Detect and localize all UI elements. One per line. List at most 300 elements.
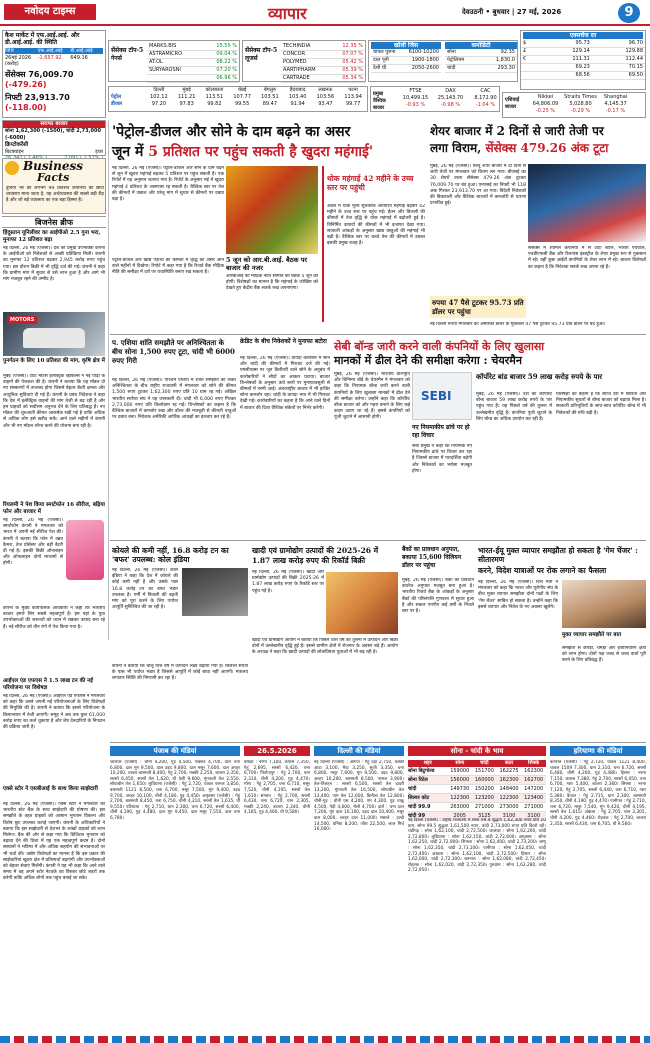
- table-row: [281, 51, 365, 59]
- table-row: [281, 75, 365, 83]
- row-label: [521, 72, 539, 80]
- sebi-logo: [412, 372, 472, 420]
- brief-photo: [3, 312, 105, 356]
- row-value: 96.70: [592, 40, 645, 48]
- index-change: -0.98 %: [440, 102, 461, 108]
- fuel-strip: [108, 86, 368, 112]
- fuel-price: 89.47: [262, 101, 278, 107]
- sona-price: 2005: [453, 813, 467, 819]
- sebi-headline-1: सेबी बॉन्ड जारी करने वाली कंपनियों के लिए खुलासा: [334, 340, 545, 353]
- city-header: लखनऊ: [318, 87, 333, 93]
- mandi-haryana-title: हरियाणा की मंडियां: [550, 746, 646, 756]
- fii-col: एफ.आई.आई: [37, 48, 63, 54]
- index-change: -0.25 %: [535, 108, 556, 114]
- index-name: Straits Times: [564, 94, 597, 100]
- sebi-text-2: सेबी प्रमुख ने कहा कि नियामक नए नियामकीय ढांचे पर विचार कर रहा है जिससे बाजार में पारदर्शिता बढ़ेगी और निवेशकों का भरोसा मजबूत होगा।: [412, 444, 472, 474]
- index-change: -0.29 %: [570, 108, 591, 114]
- row-label: पेट्रोलियम: [445, 57, 479, 65]
- side-text: अप्रैल में थोक मूल्य सूचकांक आधारित महंगाई बढ़कर 42 महीने के उच्च स्तर पर पहुंच गई। ईंधन और बिजली की कीमतों में तेज वृद्धि से थोक महंगाई में बढ़ोतरी हुई है। विनिर्मित उत्पादों की कीमतों में भी इजाफा देखा गया। सरकारी आंकड़ों के अनुसार खाद्य वस्तुओं की महंगाई भी बढ़ी है। वैश्विक स्तर पर कच्चे तेल की कीमतों में उछाल इसकी प्रमुख वजह है।: [327, 204, 425, 247]
- masthead: [0, 0, 650, 26]
- commodity-table: [445, 49, 517, 73]
- index-change: -1.04 %: [475, 102, 496, 108]
- mandi-delhi-text: नई दिल्ली (एजेंसी) : अनाज : गेहूं दड़ा 2,750, चक्की आटा 3,100, मैदा 3,250, सूजी 3,350, चना 6,800, मसूर 7,600, मूंग 9,500, उड़द 9,800, अरहर 10,200, बासमती 8,500, परमल 3,900। तेल-तिलहन : सरसों 6,500, सरसों तेल दादरी 13,200, मूंगफली तेल 16,500, सोयाबीन तेल 13,400, पाम तेल 12,600, बिनौला तेल 12,800। चीनी-गुड़ : चीनी एस 4,200, एम 4,300, गुड़ चाकू 4,500, पेड़ी 4,600, भेली 4,700। दालें : चना दाल 7,200, मूंग दाल 10,100, उड़द दाल 10,400, मसूर दाल 8,000, अरहर दाल 11,000। मसाले : हल्दी 14,500, धनिया 8,200, जीरा 22,500, लाल मिर्च 16,000।: [314, 760, 404, 833]
- sensex-change: (-479.26): [5, 80, 47, 89]
- world-cells: [399, 88, 502, 109]
- sona-header: चांदी: [480, 760, 489, 766]
- fii-col: डी.आई.आई: [70, 48, 93, 54]
- table-row: [521, 64, 645, 72]
- khadi-photo: [326, 572, 398, 634]
- market-headline-2b: सेंसेक्स 479.26 अंक टूटा: [485, 141, 609, 155]
- gold-side-head: क्रेडिट के बीच निवेशकों ने मुनाफा बटोरा: [240, 338, 327, 345]
- sebi-side-head: नए नियमाकीय ढांचे पर हो रहा विचार: [412, 424, 470, 439]
- fuel-price: 103.40: [288, 94, 307, 100]
- sona-head: [408, 760, 546, 767]
- row-label: CARTRADE: [281, 75, 331, 83]
- mandi-sona-title: सोना - चांदी के भाव: [408, 746, 546, 756]
- row-value: 95.73: [539, 40, 592, 48]
- brief-6-text: नई दिल्ली, 26 मई (एजेंसी)। एक्से स्टोर ने मंगलवार को भारतीय स्टेट बैंक के साथ साझेदारी की घोषणा की। इस समझौते के तहत ग्राहकों को आसान भुगतान विकल्प और विशेष छूट उपलब्ध कराई जाएगी। कंपनी के अधिकारियों ने बताया कि इस साझेदारी से देशभर के लाखों ग्राहकों को लाभ मिलेगा। बैंक की ओर से कहा गया कि डिजिटल भुगतान को बढ़ावा देने की दिशा में यह एक महत्वपूर्ण कदम है। दोनों संस्थानों ने भविष्य में और अधिक सहयोग की संभावनाओं पर भी चर्चा की। उद्योग विशेषज्ञों का मानना है कि इस प्रकार की साझेदारियां खुदरा क्षेत्र में प्रतिस्पर्धा बढ़ाएंगी और उपभोक्ताओं को बेहतर सेवाएं मिलेंगी। कंपनी ने यह भी कहा कि आने वाले समय में वह अपने स्टोर नेटवर्क का विस्तार छोटे शहरों तक करेगी ताकि अधिक लोगों तक पहुंच बनाई जा सके।: [3, 802, 105, 882]
- index-change: -0.17 %: [605, 108, 626, 114]
- sona-price: 159000: [450, 768, 470, 774]
- sona-table: [408, 760, 546, 821]
- lead-text-1: नई दिल्ली, 26 मई (एजेंसी)। पेट्रोल-डीजल और सोने के दाम बढ़ने से जून में खुदरा महंगाई बढ़कर 5 प्रतिशत पर पहुंच सकती है। एक रिपोर्ट में यह अनुमान जताया गया है। रिपोर्ट के अनुसार मई में खुदरा महंगाई 4 प्रतिशत के आसपास रह सकती है। वैश्विक स्तर पर तेल की कीमतों में उछाल और घरेलू मांग में सुधार से कीमतों पर दबाव बढ़ा है।: [112, 166, 224, 203]
- row-value: 1900-1800: [401, 57, 441, 65]
- city-header: हैदराबाद: [289, 87, 306, 93]
- lead-text-2: पेट्रोल-डीजल और खाद्य पदार्थों की कीमतों में वृद्धि का असर आने वाले महीनों में दिखेगा। रिपोर्ट में कहा गया है कि रिजर्व बैंक मौद्रिक नीति की समीक्षा में दरों पर यथास्थिति बनाए रख सकता है।: [112, 258, 224, 276]
- sona-item: चांदी: [408, 786, 417, 792]
- lead-headline-2a: जून में: [112, 144, 144, 160]
- fuel-price: 111.21: [177, 94, 196, 100]
- fuel-row-diesel: [109, 101, 367, 108]
- fuel-head: [109, 87, 367, 94]
- facts-title-2: Facts: [37, 171, 70, 184]
- sona-price: 151700: [474, 768, 494, 774]
- row-value: 07.07 %: [331, 51, 365, 59]
- index-value: 64,806.09: [532, 101, 559, 107]
- commodity-title: कमोडिटी: [445, 42, 517, 49]
- sona-price: 123400: [524, 795, 544, 801]
- row-label: [521, 64, 539, 72]
- sona-price: 271000: [524, 804, 544, 810]
- gainers-label: सेंसेक्स टॉप-5 गेनर्स: [111, 47, 144, 62]
- mandi-delhi-title: दिल्ली की मंडियां: [314, 746, 404, 756]
- sensex-label: सेंसेक्स: [5, 70, 26, 79]
- sona-price: 122300: [450, 795, 470, 801]
- bank-text: मुंबई, 26 मई (एजेंसी)। बैंकों का प्रावधान कवरेज अनुपात मजबूत बना हुआ है। भारतीय रिजर्व बैंक के आंकड़ों के अनुसार बैंकों की परिसंपत्ति गुणवत्ता में सुधार हुआ है और सकल एनपीए कई वर्षों के निचले स्तर पर है।: [402, 578, 474, 615]
- mandi-sona-text: नई दिल्ली (एजेंसी) : राष्ट्रीय राजधानी में सोना 99.9 शुद्धता 1,62,300 रुपए प्रति 10 ग्राम, सोना 99.5 शुद्धता 1,61,500 रुपए, चांदी 2,73,000 रुपए प्रति किलो रही। चंडीगढ़ : सोना 1,62,100, चांदी 2,72,500। जालंधर : सोना 1,62,200, चांदी 2,72,800। लुधियाना : सोना 1,62,150, चांदी 2,72,600। अमृतसर : सोना 1,62,250, चांदी 2,72,900। शिमला : सोना 1,62,400, चांदी 2,73,200। जम्मू : सोना 1,62,350, चांदी 2,73,100। पानीपत : सोना 1,62,050, चांदी 2,72,400। अंबाला : सोना 1,62,100, चांदी 2,72,500। हिसार : सोना 1,62,000, चांदी 2,72,300। करनाल : सोना 1,62,080, चांदी 2,72,450। रोहतक : सोना 1,62,020, चांदी 2,72,350। गुरुग्राम : सोना 1,62,280, चांदी 2,72,950।: [408, 818, 546, 874]
- row-value: 129.14: [539, 48, 592, 56]
- page-number: 9: [618, 3, 640, 23]
- sona-price: 3100: [502, 813, 516, 819]
- corporate-text-1: मुंबई, 26 मई (एजेंसी)। देश का कॉर्पोरेट बॉन्ड बाजार 59 लाख करोड़ रुपये के पार पहुंच गया है। यह पिछले वर्ष की तुलना में उल्लेखनीय वृद्धि है। कंपनियां पूंजी जुटाने के लिए बॉन्ड का अधिक उपयोग कर रही हैं।: [476, 392, 552, 422]
- sarafa-box: [2, 120, 106, 156]
- side-head: थोक महंगाई 42 महीने के उच्च स्तर पर पहुंची: [327, 174, 414, 192]
- gold-text: नई दिल्ली, 26 मई (एजेंसी)। पश्चिम एशिया में शांति समझौते को लेकर अनिश्चितता के बीच राष्ट्रीय राजधानी में मंगलवार को सोने की कीमत 1,500 रुपए टूटकर 1,62,300 रुपए प्रति 10 ग्राम रह गई। अखिल भारतीय सर्राफा संघ ने यह जानकारी दी। चांदी भी 6,000 रुपए गिरकर 2,73,000 रुपए प्रति किलोग्राम रह गई। विश्लेषकों का कहना है कि वैश्विक बाजारों में कमजोर रुख और डॉलर की मजबूती से कीमती धातुओं पर दबाव बना। निवेशक अमेरिकी आर्थिक आंकड़ों का इंतजार कर रहे हैं।: [112, 378, 236, 421]
- sona-price: 156000: [450, 777, 470, 783]
- table-row: [521, 48, 645, 56]
- table-row: [445, 57, 517, 65]
- sona-price: 3125: [478, 813, 491, 819]
- index-cell: [469, 88, 502, 109]
- sona-price: 162700: [524, 777, 544, 783]
- sona-row: [408, 776, 546, 785]
- row-label: दाल पूनी: [371, 57, 401, 65]
- index-name: CAC: [480, 88, 491, 94]
- fii-cell: -1,657.92: [37, 55, 62, 61]
- row-value: 111.31: [539, 56, 592, 64]
- fuel-label: डीजल: [111, 101, 123, 107]
- sona-price: 263000: [450, 804, 470, 810]
- row-label: $: [521, 40, 539, 48]
- sensex-value: 76,009.70: [28, 70, 74, 79]
- sona-price: 162300: [524, 768, 544, 774]
- row-label: £: [521, 48, 539, 56]
- row-label: TECHINDIA: [281, 43, 331, 51]
- row-value: 129.88: [592, 48, 645, 56]
- row-value: 70.15: [592, 64, 645, 72]
- table-row: [371, 65, 441, 73]
- market-text-2: सेंसेक्स में शामिल कंपनियों में से टाटा स्टील, भारती एयरटेल, एचडीएफसी बैंक और रिलायंस इंडस्ट्रीज के शेयर प्रमुख रूप से नुकसान में रहे। वहीं कुछ आईटी कंपनियों के शेयर लाभ में रहे। बाजार विशेषज्ञों का कहना है कि निवेशक सतर्क रुख अपना रहे हैं।: [528, 246, 646, 270]
- sona-price: 122300: [499, 795, 519, 801]
- sona-price: 123200: [474, 795, 494, 801]
- sona-row: [408, 767, 546, 776]
- row-label: MARKS.BIS: [147, 43, 202, 51]
- row-label: €: [521, 56, 539, 64]
- fuel-price: 99.82: [207, 101, 222, 107]
- world-label: प्रमुख वैश्विक बाजार: [373, 91, 386, 111]
- khadi-text-2: खादी एवं ग्रामोद्योग आयोग ने बताया कि पिछले वित्त वर्ष की तुलना में उत्पादन और बिक्री दोनों में उल्लेखनीय वृद्धि हुई है। इससे ग्रामीण क्षेत्रों में रोजगार के अवसर बढ़े हैं। आयोग के अध्यक्ष ने कहा कि खादी उत्पादों की लोकप्रियता युवाओं में भी बढ़ रही है।: [252, 638, 398, 656]
- brief-4-text: नई दिल्ली, 26 मई (एजेंसी)। स्मार्टफोन कंपनी ने मंगलवार को भारत में अपनी नई सीरीज पेश की। कंपनी ने बताया कि फोन में उन्नत कैमरा, तेज प्रोसेसर और बड़ी बैटरी दी गई है। इसकी बिक्री ऑनलाइन और ऑफलाइन दोनों माध्यमों से होगी।: [3, 518, 63, 567]
- sona-row: [408, 803, 546, 812]
- city-header: दिल्ली: [153, 87, 165, 93]
- sona-header: शहर: [423, 760, 432, 766]
- row-value: 07.20 %: [202, 67, 239, 75]
- sona-item: चांदी 99: [408, 813, 426, 819]
- sebi-text-1: मुंबई, 26 मई (एजेंसी)। भारतीय प्रतिभूति और विनिमय बोर्ड के चेयरमैन ने मंगलवार को कहा कि नियामक बॉन्ड जारी करने वाली कंपनियों के लिए खुलासा मानकों में ढील देने की समीक्षा करेगा। उन्होंने कहा कि कॉर्पोरेट बॉन्ड बाजार को और गहरा बनाने के लिए कई कदम उठाए जा रहे हैं। इससे कंपनियों को पूंजी जुटाने में आसानी होगी।: [334, 372, 410, 421]
- coal-text-1: नई दिल्ली, 26 मई (एजेंसी)। कोल इंडिया ने कहा कि देश में कोयले की कोई कमी नहीं है और उसके पास 16.8 करोड़ टन का बफर भंडार उपलब्ध है। गर्मी में बिजली की बढ़ती मांग को पूरा करने के लिए पर्याप्त आपूर्ति सुनिश्चित की जा रही है।: [112, 568, 178, 611]
- table-row: [521, 40, 645, 48]
- index-name: FTSE: [409, 88, 422, 94]
- city-header: मुंबई: [182, 87, 191, 93]
- sona-price: 150200: [474, 786, 494, 792]
- fuel-price: 103.56: [316, 94, 335, 100]
- brief-1-text: नई दिल्ली, 26 मई (एजेंसी)। देश की प्रमुख उपभोक्ता कंपनी के आईपीओ को निवेशकों से अच्छी प्रतिक्रिया मिली। कंपनी का मुनाफा 12 प्रतिशत बढ़कर 2,945 करोड़ रुपए पहुंच गया। इस दौरान बिक्री में भी वृद्धि दर्ज की गई। कंपनी ने कहा कि ग्रामीण मांग में सुधार से उसे लाभ हुआ है और आगे भी मांग मजबूत रहने की उम्मीद है।: [3, 246, 105, 283]
- khadi-head-2: 1.87 लाख करोड़ रुपए की रिकॉर्ड बिक्री: [252, 556, 366, 565]
- row-value: 69.23: [539, 64, 592, 72]
- khuli-jins-table: [371, 49, 441, 73]
- mandi-haryana-text: करनाल (एजेंसी) : गेहूं 2,720, चावल 1121 8,400, चावल 1509 7,300, धान 2,310, चना 6,720, सरसों 6,480, चीनी 4,200, गुड़ 4,480। हिसार : नरमा 7,150, कपास 7,380, गेहूं 2,700, सरसों 6,450, चना 6,700, ग्वार 5,400, बाजरा 2,360। सिरसा : नरमा 7,120, गेहूं 2,705, सरसों 6,440, चना 6,710, ग्वार 5,380। कैथल : गेहूं 2,715, धान 2,300, बासमती 8,350, चीनी 4,190, गुड़ 4,470। पानीपत : गेहूं 2,710, चना 6,720, मसूर 7,540, मूंग 9,420, चीनी 4,195, सरसों तेल 1,615। अंबाला : गेहूं 2,705, धान 2,305, चीनी 4,200, गुड़ 4,460। रोहतक : गेहूं 2,700, बाजरा 2,350, सरसों 6,430, चना 6,705, घी 9,560।: [550, 760, 646, 827]
- index-cell: [399, 88, 432, 109]
- asia-markets: [502, 92, 646, 118]
- sensex-line: [3, 67, 105, 89]
- market-headline-2: [430, 141, 646, 156]
- sona-header: सोना: [455, 760, 465, 766]
- sona-price: 3100: [527, 813, 541, 819]
- index-value: 25,143.70: [437, 95, 464, 101]
- row-value: 112.44: [592, 56, 645, 64]
- facts-text: दुनिया भर की लगभग 99 प्रतिशत कंपनियां को छोटा व्यवसाय माना जाता है, यह अर्थव्यवस्था की सबसे बड़ी रीढ़ है और जो बड़े व्यवसाय का एक बड़ा हिस्सा है।: [6, 186, 104, 204]
- index-value: 4,145.37: [604, 101, 627, 107]
- market-headline-2a: लगा विराम,: [430, 141, 482, 155]
- coal-head: कोयले की कमी नहीं, 16.8 करोड़ टन का 'बफर' उपलब्ध: कोल इंडिया: [112, 546, 229, 564]
- row-value: 05.39 %: [331, 67, 365, 75]
- fii-title: कैश मार्केट में एफ.आई.आई. और डी.आई.आई. की स्थिति: [5, 32, 80, 46]
- table-row: [147, 43, 239, 51]
- sona-item: सिल्वर कोट: [408, 795, 430, 801]
- photo-caption: MOTORS: [7, 316, 37, 324]
- index-value: 5,028.80: [569, 101, 592, 107]
- sona-price: 271000: [474, 804, 494, 810]
- table-row: [445, 65, 517, 73]
- currency-box: [520, 30, 646, 90]
- row-value: 15.55 %: [202, 43, 239, 51]
- brief-6-head: एक्से स्टोर ने एसबीआई के साथ किया साझेदारी: [3, 786, 98, 792]
- row-label: CONCOR: [281, 51, 331, 59]
- row-value: 69.50: [592, 72, 645, 80]
- market-photo: [528, 164, 646, 242]
- side-head-box: [327, 174, 425, 192]
- car-shape: [23, 328, 85, 348]
- city-header: बेंगलुरु: [263, 87, 276, 93]
- btc-label: बिटक्वाइन: [5, 149, 24, 155]
- dateline: देवउठनी • बुधवार | 27 मई, 2026: [462, 8, 562, 16]
- lead-text-3: आरबीआई की मौद्रिक नीति समिति की बैठक 5 जून को होगी। विशेषज्ञों का मानना है कि महंगाई के जोखिम को देखते हुए केंद्रीय बैंक सतर्क रुख अपनाएगा।: [226, 274, 318, 292]
- index-cell: [529, 94, 562, 115]
- gainers-table: [147, 43, 239, 83]
- index-name: Nikkei: [537, 94, 554, 100]
- sebi-headline-2: मानकों में ढील देने की समीक्षा करेगा : चेयरमैन: [334, 354, 522, 367]
- market-text-3: नई दिल्ली रुपया मंगलवार को अमेरिकी डॉलर के मुकाबले 47 पैसे टूटकर 95.73 प्रति डॉलर पर बंद हुआ।: [430, 322, 606, 327]
- row-value: 09.04 %: [202, 51, 239, 59]
- nifty-line: [3, 89, 105, 115]
- index-name: Shanghai: [603, 94, 628, 100]
- index-name: DAX: [445, 88, 456, 94]
- index-cell: [599, 94, 632, 115]
- facts-bulb-icon: [5, 161, 19, 175]
- city-header: कोलकाता: [205, 87, 224, 93]
- sona-item: सोना बिटुगोल्ड: [408, 768, 435, 774]
- gold-head: प. एशिया शांति समझौते पर अनिश्चितता के बीच सोना 1,500 रुपए टूटा, चांदी भी 6000 रुपए गिरी: [112, 338, 235, 365]
- fuel-price: 107.77: [233, 94, 251, 100]
- nifty-label: निफ्टी: [5, 93, 22, 102]
- sona-price: 147200: [524, 786, 544, 792]
- sona-price: 162300: [499, 777, 519, 783]
- sona-price: 148400: [499, 786, 519, 792]
- sona-price: 162275: [499, 768, 519, 774]
- brief-5-head: आईएल एंड एफएस ने 1.5 लाख टन की नई परियोजना पर विशेषज्ञ: [3, 678, 93, 691]
- losers-table: [281, 43, 365, 83]
- bank-head: बैंकों का प्रावधान अनुपात, बकाया 15,600 विलियन डॉलर पर पहुंचा: [402, 546, 462, 569]
- table-row: [147, 51, 239, 59]
- table-row: [147, 67, 239, 75]
- corporate-text-2: विशेषज्ञों का कहना है कि ब्याज दरों में स्थिरता और नियामकीय सुधारों से बॉन्ड बाजार को बढ़ावा मिला है। सरकारी प्रतिभूतियों के साथ-साथ कॉर्पोरेट बॉन्ड में भी निवेशकों की रुचि बढ़ी है।: [556, 392, 646, 416]
- row-label: चांदी: [445, 65, 479, 73]
- fuel-price: 103.51: [261, 94, 279, 100]
- table-row: [147, 75, 239, 83]
- h-rule-3: [110, 742, 646, 743]
- phone-photo: [66, 520, 104, 580]
- lead-divider: [322, 166, 324, 322]
- brief-4-text-2: कंपनी के मुख्य कार्यपालक अधिकारी ने कहा कि भारतीय बाजार हमारे लिए सबसे महत्वपूर्ण है। हम यहां के युवा उपभोक्ताओं की जरूरतों को ध्यान में रखकर उत्पाद बना रहे हैं। नई सीरीज को तीन रंगों में पेश किया गया है।: [3, 606, 105, 630]
- market-headline-1: शेयर बाजार में 2 दिनों से जारी तेजी पर: [430, 124, 604, 138]
- brief-4-head: रियलमी ने पेश किया स्मार्टफोन 16 सीरीज, बढ़िया फोन और बाजार में: [3, 502, 105, 515]
- sarafa-line: सोना 1,62,300 (-1500), चांदी 2,73,000 (-6000): [5, 128, 101, 141]
- table-row: [281, 59, 365, 67]
- table-row: [521, 72, 645, 80]
- sona-body: [408, 767, 546, 821]
- khadi-text-1: नई दिल्ली, 26 मई (एजेंसी)। खादी और ग्रामोद्योग उत्पादों की बिक्री 2025-26 में 1.87 लाख करोड़ रुपए के रिकॉर्ड स्तर पर पहुंच गई है।: [252, 570, 324, 594]
- fuel-price: 93.47: [318, 101, 333, 107]
- brief-1-head: हिंदुस्तान यूनिलीवर का आईपीओ 2.5 गुना भरा, मुनाफा 12 प्रतिशत बढ़ा: [3, 230, 101, 243]
- index-cell: [434, 88, 467, 109]
- fii-col: तिथि: [5, 48, 14, 54]
- crypto-label: क्रिप्टोकरेंसी: [5, 142, 29, 148]
- row-label: देशी घी: [371, 65, 401, 73]
- fii-cell: 649.16: [70, 55, 88, 61]
- table-row: [281, 43, 365, 51]
- business-facts: [2, 158, 106, 214]
- lead-headline-2: [112, 144, 427, 161]
- trade-head-1: भारत-ईयू मुक्त व्यापार समझौता हो सकता है 'गेम चेंजर' : सीतारमण: [478, 546, 638, 564]
- row-value: 2050-2600: [401, 65, 441, 73]
- commodity-box: [368, 40, 518, 82]
- fii-header: [5, 48, 103, 54]
- mandi-date: 26.5.2026: [244, 746, 310, 756]
- fuel-price: 91.94: [290, 101, 305, 107]
- row-label: POLYMED: [281, 59, 331, 67]
- commodity: [445, 42, 517, 73]
- lead-headline-2b: 5 प्रतिशत पर पहुंच सकती है खुदरा महंगाई': [148, 144, 374, 160]
- brand-logo: नवोदय टाइम्स: [4, 4, 96, 20]
- brief-3-text: मुंबई (एजेंसी)। टाटा मोटर्स इलेक्ट्रिक व्हीकल्स ने नई पीढ़ी के वाहनों की पेशकश की है। कंपनी ने बताया कि यह मॉडल दो नए संस्करणों में उपलब्ध होगा जिसमें बेहतर बैटरी क्षमता और आधुनिक सुविधाएं दी गई हैं। कंपनी के प्रबंध निदेशक ने कहा कि देश में इलेक्ट्रिक वाहनों की मांग तेजी से बढ़ रही है और हम ग्राहकों को सर्वोत्तम अनुभव देने के लिए प्रतिबद्ध हैं। नए मॉडल की शुरुआती कीमत आकर्षक रखी गई है ताकि अधिक से अधिक लोग इसे खरीद सकें। आने वाले महीनों में कंपनी और भी नए मॉडल लॉन्च करने की योजना बना रही है।: [3, 374, 105, 429]
- h-rule: [110, 334, 646, 335]
- lead-kicker: 5 जून को आर.बी.आई. बैठक पर बाजार की नजर: [226, 256, 308, 272]
- fuel-label: पेट्रोल: [111, 94, 122, 100]
- table-row: [281, 67, 365, 75]
- currency-table: [521, 40, 645, 80]
- gold-side-text: नई दिल्ली, 26 मई (एजेंसी)। वायदा कारोबार में सोने और चांदी की कीमतों में गिरावट दर्ज की गई। एमसीएक्स पर जून डिलीवरी वाले सोने के अनुबंध में कारोबारियों ने सौदों का आकार घटाया। बाजार विश्लेषकों के अनुसार ऊंचे स्तरों पर मुनाफावसूली से कीमतों में नरमी आई। अंतरराष्ट्रीय बाजार में भी हाजिर सोना कमजोर रहा। चांदी के वायदा भाव में भी गिरावट देखी गई। कारोबारियों का कहना है कि आने वाले दिनों में बाजार की दिशा वैश्विक संकेतों पर निर्भर करेगी।: [240, 356, 330, 411]
- sona-item: चांदी 99.9: [408, 804, 431, 810]
- trade-text-2: समझौते से कपड़ा, चमड़ा और इंजीनियरिंग क्षेत्रों को लाभ होगा। दोनों पक्ष जल्द से जल्द वार्ता पूरी करने के लिए प्रतिबद्ध हैं।: [562, 646, 646, 664]
- world-markets: [370, 86, 500, 112]
- sona-header: सिक्के: [528, 760, 540, 766]
- fuel-row-petrol: [109, 94, 367, 101]
- table-row: [147, 59, 239, 67]
- fuel-price: 97.20: [151, 101, 167, 107]
- column-rule: [108, 120, 109, 640]
- asia-cells: [529, 94, 632, 115]
- fuel-price: 113.51: [205, 94, 224, 100]
- sona-row: [408, 794, 546, 803]
- khadi-head-1: खादी एवं ग्रामोद्योग उत्पादों की 2025-26 में: [252, 546, 379, 555]
- page-edge-strip: [0, 1036, 650, 1043]
- row-value: 68.56: [539, 72, 592, 80]
- index-change: -0.93 %: [405, 102, 426, 108]
- row-value: 293.30: [479, 65, 517, 73]
- sona-price: 160000: [474, 777, 494, 783]
- asia-label: एशियाई बाजार: [505, 97, 520, 110]
- city-header: पटना: [348, 87, 358, 93]
- row-label: ASTRAMICRO: [147, 51, 202, 59]
- coal-text-2: कंपनी ने बताया कि चालू वित्त वर्ष में उत्पादन लक्ष्य बढ़ाया गया है। बिजली संयंत्रों के पास भी पर्याप्त भंडार है जिससे आपूर्ति में कोई बाधा नहीं आएगी। मंत्रालय लगातार स्थिति की निगरानी कर रहा है।: [112, 664, 248, 682]
- losers-label: सेंसेक्स टॉप-5 लूजर्स: [245, 47, 278, 62]
- eth-label: इथर: [95, 149, 103, 155]
- row-label: SURYAROSNI: [147, 67, 202, 75]
- sarafa-title: सराफा बाजार: [3, 121, 105, 128]
- mandi-date-text: बठिंडा : नरमा 7,100, कपास 7,350, गेहूं 2,695, सरसों 6,420, चना 6,700। फिरोजपुर : गेहूं 2,700, धान 2,310, चीनी 4,200, गुड़ 4,470। मोगा : गेहूं 2,705, चना 6,710, मसूर 7,520, चीनी 4,195, सरसों तेल 1,610। संगरूर : गेहूं 2,700, सरसों 6,430, चना 6,720, धान 2,305, मक्की 2,240, बाजरा 2,340, चीनी 4,185, गुड़ 4,460, घी 9,580।: [244, 760, 310, 816]
- row-value: 05.34 %: [331, 75, 365, 83]
- sona-price: 273000: [499, 804, 519, 810]
- brief-5-text: नई दिल्ली, 26 मई (एजेंसी)। आईएल एंड एफएस ने मंगलवार को कहा कि उसने अपनी नई परियोजनाओं के लिए विशेषज्ञों की नियुक्ति की है। कंपनी ने बताया कि इससे परियोजना के क्रियान्वयन में तेजी आएगी। समूह ने अब तक कुल 61,000 करोड़ रुपए का कर्ज चुकाया है और शेष देनदारियों के निपटान की प्रक्रिया जारी है।: [3, 694, 105, 731]
- index-value: 8,172.90: [474, 95, 497, 101]
- lead-photo: [226, 166, 318, 254]
- fuel-price: 113.94: [344, 94, 362, 100]
- facts-title: Business: [23, 159, 84, 173]
- row-label: AT.OL: [147, 59, 202, 67]
- mandi-punjab-title: पंजाब की मंडियां: [110, 746, 240, 756]
- trade-head-2: मुक्त व्यापार समझौते पर बात: [562, 632, 622, 638]
- lead-headline-1: 'पेट्रोल-डीजल और सोने के दाम बढ़ने का असर: [112, 124, 351, 140]
- currency-title: एक्सचेंज दर: [523, 32, 643, 39]
- sona-price: 149730: [450, 786, 470, 792]
- nifty-value: 23,913.70: [24, 93, 70, 102]
- index-cell: [564, 94, 597, 115]
- corporate-head: कॉर्पोरेट बांड बाजार 59 लाख करोड़ रुपये के पार: [476, 372, 603, 381]
- fii-cell: 26मई 2026 (करोड़): [5, 55, 32, 67]
- row-value: 92.35: [479, 49, 517, 57]
- row-value: 06.96 %: [202, 75, 239, 83]
- trade-photo: [562, 580, 646, 628]
- table-row: [371, 57, 441, 65]
- fuel-price: 99.55: [234, 101, 250, 107]
- fuel-price: 99.77: [345, 101, 361, 107]
- fii-row: [5, 55, 103, 67]
- khuli-jins-title: खोली जिंस: [371, 42, 441, 49]
- row-label: सोना: [445, 49, 479, 57]
- table-row: [371, 49, 441, 57]
- market-text-1: मुंबई, 26 मई (एजेंसी)। घरेलू शेयर बाजार में दो दिनों से जारी तेजी पर मंगलवार को विराम लग गया। बीएसई का 30 शेयरों वाला सेंसेक्स 479.26 अंक टूटकर 76,009.70 पर बंद हुआ। एनएसई का निफ्टी भी 118 अंक गिरकर 23,913.70 पर आ गया। विदेशी निवेशकों की बिकवाली और वैश्विक बाजारों में कमजोरी से धारणा प्रभावित हुई।: [430, 164, 526, 207]
- index-value: 10,499.15: [402, 95, 429, 101]
- sona-header: कटर: [504, 760, 514, 766]
- briefs-title: बिजनेस ब्रीफ: [2, 216, 106, 228]
- sebi-logo-text: SEBI: [421, 389, 452, 403]
- mandi-punjab-text: जालंधर (एजेंसी) : चीनी 4,200, गुड़ 4,500, शक्कर 4,700, दाल चना 6,800, दाल मूंग 9,500, दाल उड़द 9,800, दाल मसूर 7,600, दाल अरहर 10,200, चावल बासमती 8,400, गेहूं 2,700, मक्की 2,250, बाजरा 2,350, सरसों 6,450, सरसों तेल 1,620, घी देसी 9,600, मूंगफली तेल 2,550, सोयाबीन तेल 1,650। लुधियाना (एजेंसी) : गेहूं 2,720, चावल परमल 3,850, बासमती 1121 8,500, चना 6,700, मसूर 7,500, मूंग 9,400, उड़द 9,700, अरहर 10,100, चीनी 4,180, गुड़ 4,450। अमृतसर (एजेंसी) : गेहूं 2,700, बासमती 8,450, चना 6,750, चीनी 4,210, सरसों तेल 1,615, घी 9,550। पटियाला : गेहूं 2,710, धान 2,300, चना 6,720, सरसों 6,400, चीनी 4,190, गुड़ 4,480, दाल मूंग 9,450, दाल मसूर 7,550, दाल चना 6,780।: [110, 760, 240, 821]
- row-label: चावल पुराना: [371, 49, 401, 57]
- row-value: 05.42 %: [331, 59, 365, 67]
- row-value: 1,830.0: [479, 57, 517, 65]
- table-row: [521, 56, 645, 64]
- h-rule-2: [110, 540, 646, 541]
- section-title: व्यापार: [268, 4, 307, 23]
- fuel-price: 97.83: [179, 101, 194, 107]
- sona-item: सोना रिटेल: [408, 777, 428, 783]
- row-value: 6100-10200: [401, 49, 441, 57]
- city-header: चेन्नई: [237, 87, 247, 93]
- trade-head-box: [478, 546, 646, 564]
- trade-text-1: नई दिल्ली, 26 मई (एजेंसी)। वित्त मंत्री ने मंगलवार को कहा कि भारत और यूरोपीय संघ के बीच मुक्त व्यापार समझौता दोनों पक्षों के लिए 'गेम चेंजर' साबित हो सकता है। उन्होंने कहा कि इससे व्यापार और निवेश के नए अवसर खुलेंगे।: [478, 580, 558, 610]
- sona-row: [408, 785, 546, 794]
- row-value: 08.22 %: [202, 59, 239, 67]
- row-label: AARTIPHARM: [281, 67, 331, 75]
- trade-head-4: करने, विदेश यात्राओं पर रोक लगाने का फैसला: [478, 566, 607, 575]
- row-label: [147, 75, 202, 83]
- top-gainers: [108, 40, 240, 82]
- nifty-change: (-118.00): [5, 103, 47, 112]
- fuel-price: 102.12: [150, 94, 168, 100]
- khuli-jins: [371, 42, 441, 73]
- brief-3-head: पुनर्गठन के लिए 10 प्रतिशत की मांग, कृषि क्षेत्र में: [3, 358, 105, 364]
